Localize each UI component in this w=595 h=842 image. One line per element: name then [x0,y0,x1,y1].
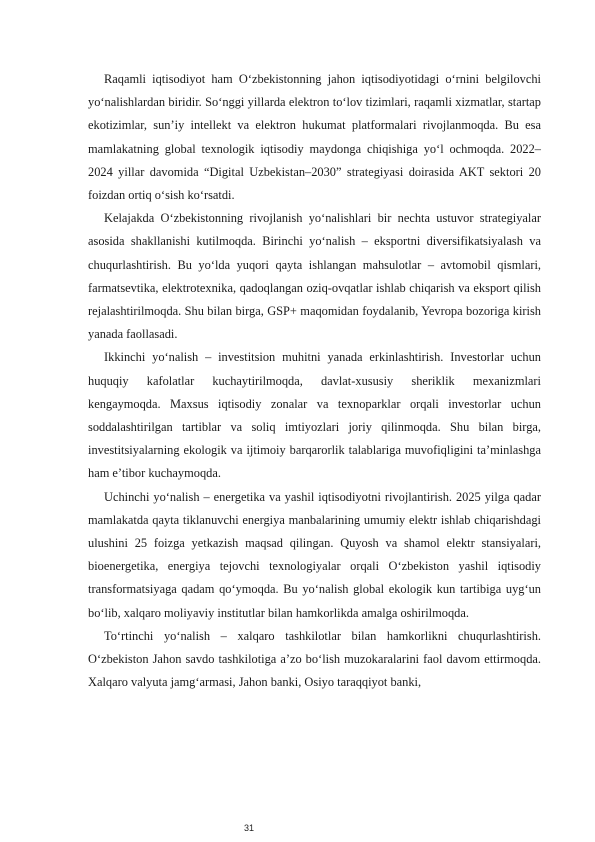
page-number: 31 [244,823,255,833]
paragraph-international-cooperation: To‘rtinchi yo‘nalish – xalqaro tashkilotlar bilan hamkorlikni chuqurlashtirish. O‘zbekiston Jahon savdo tashkilotiga a’zo bo‘lish muzokaralarini faol davom ettirmoqda. Xalqaro valyuta jamg‘armasi, Jahon banki, Osiyo taraqqiyot banki, [88,628,541,690]
paragraph-investment-climate: Ikkinchi yo‘nalish – investitsion muhitni yanada erkinlashtirish. Investorlar uchun huquqiy kafolatlar kuchaytirilmoqda, davlat-xususiy sheriklik mexanizmlari kengaymoqda. Maxsus iqtisodiy zonalar va texnoparklar orqali investorlar uchun soddalashtirilgan tartiblar va soliq imtiyozlari joriy qilinmoqda. Shu bilan birga, investitsiyalarning ekologik va ijtimoiy barqarorlik talablariga muvofiqligini ta’minlashga ham e’tibor kuchaymoqda. [88,350,541,481]
paragraph-green-energy: Uchinchi yo‘nalish – energetika va yashil iqtisodiyotni rivojlantirish. 2025 yilga qadar mamlakatda qayta tiklanuvchi energiya manbalarining umumiy elektr ishlab chiqarishdagi ulushini 25 foizga yetkazish maqsad qilingan. Quyosh va shamol elektr stansiyalari, bioenergetika, energiya tejovchi texnologiyalar orqali O‘zbekiston yashil iqtisodiy transformatsiyaga qadam qo‘ymoqda. Bu yo‘nalish global ekologik kun tartibiga uyg‘un bo‘lib, xalqaro moliyaviy institutlar bilan hamkorlikda amalga oshirilmoqda. [88,489,541,620]
paragraph-development-directions: Kelajakda O‘zbekistonning rivojlanish yo‘nalishlari bir nechta ustuvor strategiyalar asosida shakllanishi kutilmoqda. Birinchi yo‘nalish – eksportni diversifikatsiyalash va chuqurlashtirish. Bu yo‘lda yuqori qayta ishlangan mahsulotlar – avtomobil qismlari, farmatsevtika, elektrotexnika, qadoqlangan oziq-ovqatlar ishlab chiqarish va eksport qilish rejalashtirilmoqda. Shu bilan birga, GSP+ maqomidan foydalanib, Yevropa bozoriga kirish yanada faollasadi. [88,211,541,342]
document-page-body [88,68,541,694]
paragraph-digital-economy: Raqamli iqtisodiyot ham O‘zbekistonning jahon iqtisodiyotidagi o‘rnini belgilovchi yo‘nalishlardan biridir. So‘nggi yillarda elektron to‘lov tizimlari, raqamli xizmatlar, startap ekotizimlar, sun’iy intellekt va elektron hukumat platformalari rivojlanmoqda. Bu esa mamlakatning global texnologik iqtisodiy maydonga chiqishiga yo‘l ochmoqda. 2022–2024 yillar davomida “Digital Uzbekistan–2030” strategiyasi doirasida AKT sektori 20 foizdan ortiq o‘sish ko‘rsatdi. [88,72,541,203]
